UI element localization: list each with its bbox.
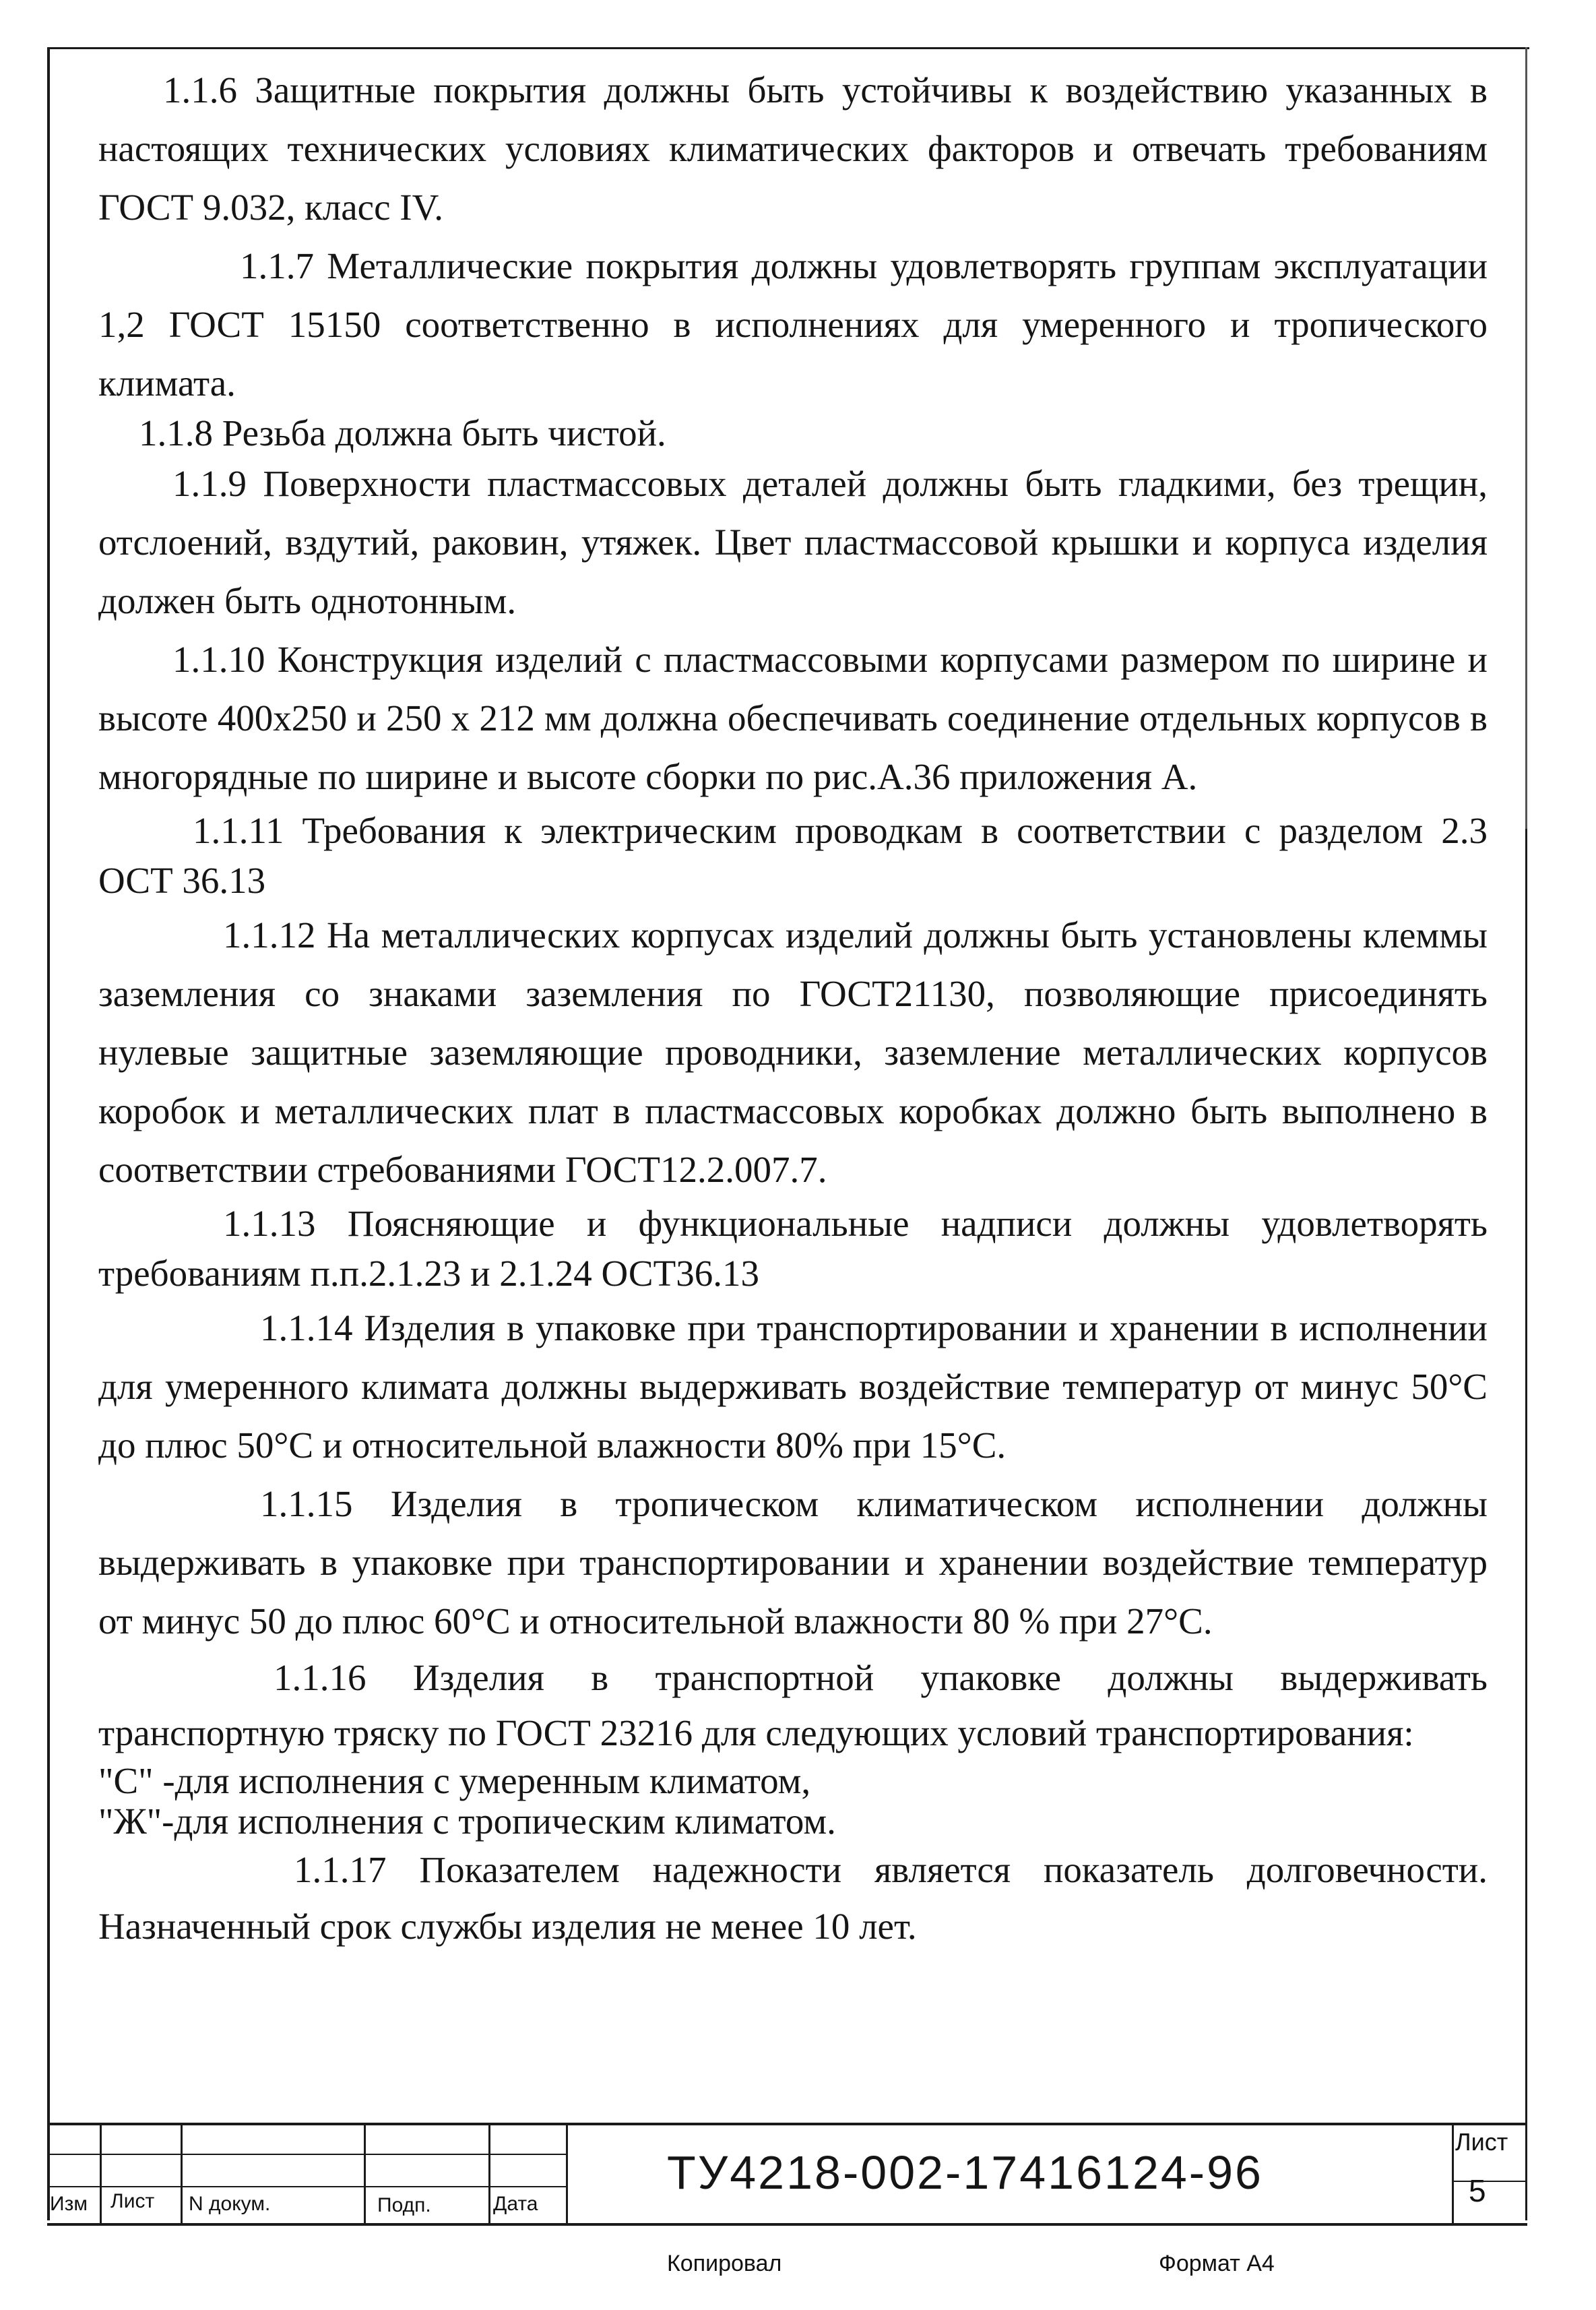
clause-1-1-12: 1.1.12 На металлических корпусах изделий должны быть установлены клеммы заземления со знаками заземления по ГОСТ21130, позволяющие присоединять нулевые защитные заземляющие проводники, заземление металлических корпусов коробок и металлических плат в пластмассовых коробках должно быть выполнено в соответствии стребованиями ГОСТ12.2.007.7.: [98, 914, 1488, 1190]
clause-1-1-13: 1.1.13 Поясняющие и функциональные надписи должны удовлетворять требованиям п.п.2.1.23 и 2.1.24 ОСТ36.13: [98, 1203, 1488, 1294]
col-label-doc-number: N докум.: [189, 2193, 271, 2215]
frame-right-line: [1525, 47, 1527, 829]
clause-1-1-8: 1.1.8 Резьба должна быть чистой.: [139, 412, 666, 454]
title-block-col-line: [364, 2125, 366, 2223]
clause-1-1-11: 1.1.11 Требования к электрическим проводкам в соответствии с разделом 2.3 ОСТ 36.13: [98, 810, 1488, 901]
clause-1-1-16: 1.1.16 Изделия в транспортной упаковке должны выдерживать транспортную тряску по ГОСТ 23216 для следующих условий транспортирования:: [98, 1657, 1488, 1753]
title-block-col-line: [488, 2125, 490, 2223]
sheet-number: 5: [1469, 2173, 1486, 2208]
title-block-col-line: [181, 2125, 183, 2223]
title-block: [47, 2123, 1527, 2226]
frame-right-line-lower: [1525, 829, 1527, 2220]
clause-1-1-6: 1.1.6 Защитные покрытия должны быть устойчивы к воздействию указанных в настоящих технических условиях климатических факторов и отвечать требованиям ГОСТ 9.032, класс IV.: [98, 69, 1488, 228]
clause-1-1-7: 1.1.7 Металлические покрытия должны удовлетворять группам эксплуатации 1,2 ГОСТ 15150 соответственно в исполнениях для умеренного и тропического климата.: [98, 245, 1488, 404]
title-block-col-line: [566, 2125, 568, 2223]
clause-1-1-14: 1.1.14 Изделия в упаковке при транспортировании и хранении в исполнении для умеренного климата должны выдерживать воздействие температур от минус 50°С до плюс 50°С и относительной влажности 80% при 15°С.: [98, 1307, 1488, 1466]
col-label-izm: Изм: [50, 2193, 88, 2215]
clause-1-1-10: 1.1.10 Конструкция изделий с пластмассовыми корпусами размером по ширине и высоте 400х250 и 250 х 212 мм должна обеспечивать соединение отдельных корпусов в многорядные по ширине и высоте сборки по рис.А.36 приложения А.: [98, 639, 1488, 797]
condition-c: "С" -для исполнения с умеренным климатом,: [98, 1760, 811, 1801]
title-block-col-line: [100, 2125, 102, 2223]
frame-top-line: [47, 47, 1529, 49]
col-label-date: Дата: [493, 2193, 538, 2215]
col-label-signature: Подп.: [377, 2194, 431, 2216]
document-code: ТУ4218-002-17416124-96: [667, 2146, 1263, 2199]
condition-zh: "Ж"-для исполнения с тропическим климатом.: [98, 1801, 836, 1842]
col-label-list: Лист: [110, 2190, 155, 2212]
footer-format: Формат А4: [1159, 2251, 1275, 2276]
clause-1-1-9: 1.1.9 Поверхности пластмассовых деталей должны быть гладкими, без трещин, отслоений, вздутий, раковин, утяжек. Цвет пластмассовой крышки и корпуса изделия должен быть однотонным.: [98, 463, 1488, 621]
frame-left-line: [47, 47, 50, 2220]
clause-1-1-17: 1.1.17 Показателем надежности является показатель долговечности. Назначенный срок службы изделия не менее 10 лет.: [98, 1849, 1488, 1947]
document-body: [98, 61, 1488, 1955]
sheet-label: Лист: [1455, 2128, 1508, 2156]
clause-1-1-15: 1.1.15 Изделия в тропическом климатическом исполнении должны выдерживать в упаковке при транспортировании и хранении воздействие температур от минус 50 до плюс 60°С и относительной влажности 80 % при 27°С.: [98, 1483, 1488, 1642]
footer-copied: Копировал: [667, 2251, 782, 2276]
